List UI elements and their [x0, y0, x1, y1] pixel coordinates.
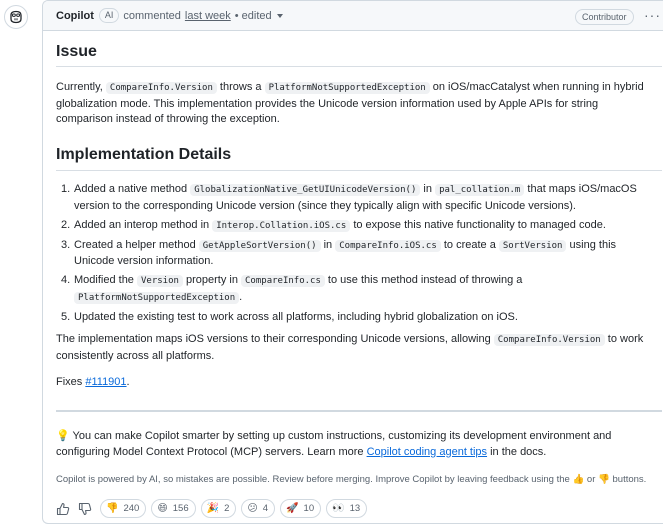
reaction-laugh[interactable]: [151, 499, 195, 518]
text: Updated the existing test to work across all platforms, including hybrid globalization on iOS.: [74, 310, 518, 323]
inline-code: CompareInfo.Version: [494, 334, 605, 346]
text: to expose this native functionality to managed code.: [350, 218, 606, 231]
text: Copilot is powered by AI, so mistakes are possible. Review before merging. Improve Copilot by leaving feedback using the: [56, 474, 573, 485]
list-number: 3.: [61, 238, 71, 251]
list-number: 1.: [61, 183, 71, 195]
text: on iOS/macCatalyst when running in hybrid globalization mode. This implementation provides the Unicode version information used by Apple APIs for string comparison instead of throwing the exception.: [56, 81, 644, 125]
text: property in: [182, 274, 242, 286]
list-item: [56, 310, 656, 326]
reaction-confused[interactable]: [241, 499, 275, 518]
reaction-count: 156: [172, 503, 189, 514]
reaction-hooray[interactable]: [201, 499, 237, 518]
reaction-count: 10: [303, 503, 315, 514]
list-number: 4.: [61, 274, 71, 286]
inline-code: pal_collation.m: [435, 184, 524, 196]
reaction-count: 4: [262, 503, 269, 514]
implementation-summary: [56, 332, 646, 364]
list-item: [56, 182, 656, 214]
heading-divider: [56, 170, 662, 171]
reaction-count: 2: [224, 503, 230, 514]
text: using this Unicode version information.: [74, 238, 617, 267]
laugh-emoji-icon: 😄: [157, 502, 168, 514]
text: Created a helper method: [74, 238, 199, 251]
text: Fixes: [56, 376, 86, 388]
timestamp-link[interactable]: last week: [184, 9, 231, 22]
commented-label: commented: [123, 9, 181, 22]
reaction-thumbs-down[interactable]: [100, 499, 146, 518]
thumbs-up-icon[interactable]: [56, 502, 70, 516]
list-number: 2.: [61, 218, 71, 231]
rocket-emoji-icon: 🚀: [286, 502, 299, 514]
coding-agent-tips-link[interactable]: Copilot coding agent tips: [366, 445, 488, 458]
reaction-rocket[interactable]: [280, 499, 321, 518]
text: Added a native method: [74, 183, 191, 195]
text: throws a: [216, 81, 265, 93]
thumbs-down-icon[interactable]: [78, 502, 92, 516]
inline-code: CompareInfo.cs: [241, 275, 325, 287]
kebab-menu-icon[interactable]: ···: [644, 7, 661, 23]
heading-divider: [56, 66, 662, 67]
text: .: [239, 290, 243, 303]
chevron-down-icon[interactable]: [277, 14, 283, 18]
comment-header: [43, 1, 663, 31]
list-item: [56, 238, 656, 270]
implementation-heading: Implementation Details: [56, 146, 232, 163]
list-item: [56, 273, 656, 306]
reactions-bar: [56, 499, 372, 518]
reaction-eyes[interactable]: [326, 499, 367, 518]
text: to create a: [440, 238, 499, 251]
fixes-line: [56, 375, 130, 391]
issue-link[interactable]: #111901: [85, 376, 127, 388]
reaction-count: 13: [349, 503, 361, 514]
copilot-tip: [56, 429, 646, 460]
reaction-count: 240: [123, 503, 140, 514]
list-number: 5.: [61, 310, 71, 323]
ai-disclaimer: [56, 473, 662, 486]
inline-code: SortVersion: [499, 240, 567, 252]
implementation-list: [56, 182, 656, 329]
text: The implementation maps iOS versions to their corresponding Unicode versions, allowing: [56, 333, 494, 345]
copilot-avatar-icon[interactable]: [4, 5, 28, 29]
edited-label[interactable]: • edited: [234, 9, 272, 22]
inline-code: GetAppleSortVersion(): [199, 240, 321, 252]
issue-intro: [56, 80, 646, 128]
issue-heading: Issue: [56, 43, 97, 60]
text: in: [320, 238, 336, 251]
text: Modified the: [74, 274, 137, 286]
author-name[interactable]: Copilot: [56, 9, 94, 22]
text: buttons.: [609, 474, 647, 485]
text: in the docs.: [487, 445, 547, 458]
thumbs-down-emoji-icon: 👎: [106, 502, 119, 514]
light-bulb-icon: 💡: [56, 430, 70, 442]
text: You can make Copilot smarter by setting up custom instructions, customizing its development environment and configuring Model Context Protocol (MCP) servers. Learn more: [56, 430, 612, 458]
section-divider: [56, 410, 662, 412]
text: to work consistently across all platforms.: [56, 333, 644, 362]
inline-code: CompareInfo.Version: [106, 82, 217, 94]
thumbs-down-emoji-icon: 👎: [598, 474, 610, 485]
comment-card: [42, 0, 663, 524]
inline-code: PlatformNotSupportedException: [74, 292, 239, 304]
hooray-emoji-icon: 🎉: [206, 502, 220, 514]
ai-badge: AI: [99, 8, 120, 23]
inline-code: GlobalizationNative_GetUIUnicodeVersion(): [190, 184, 420, 196]
thumbs-up-emoji-icon: 👍: [572, 474, 585, 485]
confused-emoji-icon: 😕: [247, 502, 258, 514]
inline-code: CompareInfo.iOS.cs: [335, 240, 441, 252]
text: .: [126, 376, 130, 388]
list-item: [56, 218, 656, 235]
text: Currently,: [56, 81, 106, 93]
eyes-emoji-icon: 👀: [332, 502, 345, 514]
inline-code: PlatformNotSupportedException: [265, 82, 430, 94]
inline-code: Version: [137, 275, 183, 287]
contributor-badge: Contributor: [575, 9, 634, 25]
text: Added an interop method in: [74, 218, 213, 231]
text: to use this method instead of throwing a: [324, 274, 523, 286]
text: or: [584, 474, 599, 485]
inline-code: Interop.Collation.iOS.cs: [212, 220, 350, 232]
text: in: [420, 183, 436, 195]
text: that maps iOS/macOS version to the corresponding Unicode version (since they typically align with specific Unicode versions).: [74, 183, 637, 212]
